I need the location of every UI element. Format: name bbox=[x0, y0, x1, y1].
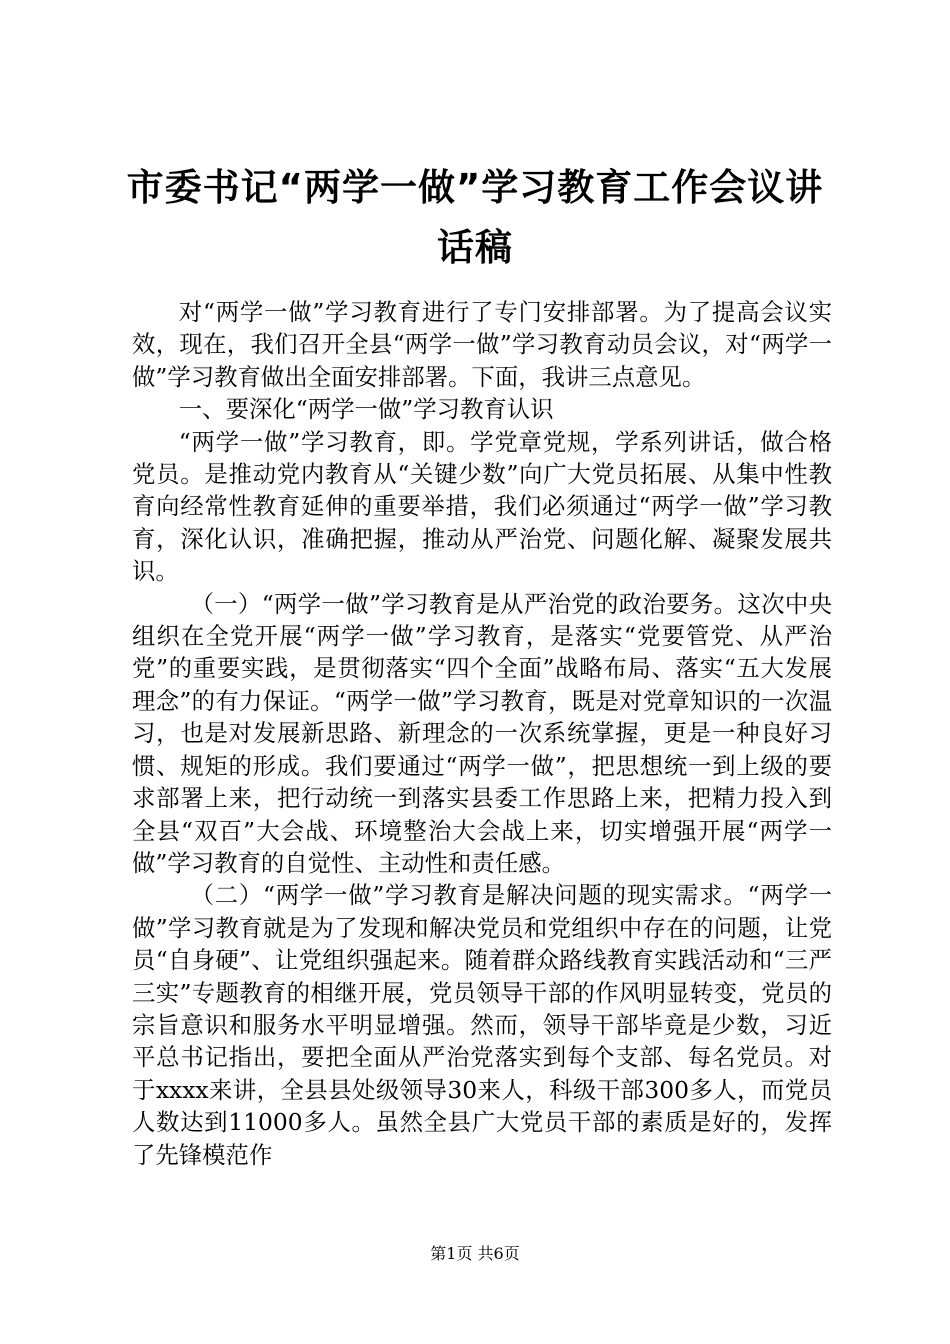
paragraph-definition: “两学一做”学习教育，即。学党章党规，学系列讲话，做合格党员。是推动党内教育从“关键少数”向广大党员拓展、从集中性教育向经常性教育延伸的重要举措，我们必须通过“两学一做”学习教育，深化认识，准确把握，推动从严治党、问题化解、凝聚发展共识。 bbox=[132, 427, 832, 586]
document-body bbox=[132, 296, 832, 1171]
page-footer: 第1页 共6页 bbox=[430, 1244, 520, 1263]
document-title: 市委书记“两学一做”学习教育工作会议讲话稿 bbox=[126, 166, 824, 269]
paragraph-intro: 对“两学一做”学习教育进行了专门安排部署。为了提高会议实效，现在，我们召开全县“两学一做”学习教育动员会议，对“两学一做”学习教育做出全面安排部署。下面，我讲三点意见。 bbox=[132, 298, 832, 391]
section-heading-1: 一、要深化“两学一做”学习教育认识 bbox=[178, 395, 554, 424]
paragraph-point-1: （一）“两学一做”学习教育是从严治党的政治要务。这次中央组织在全党开展“两学一做”学习教育，是落实“党要管党、从严治党”的重要实践，是贯彻落实“四个全面”战略布局、落实“五大发展理念”的有力保证。“两学一做”学习教育，既是对党章知识的一次温习，也是对发展新思路、新理念的一次系统掌握，更是一种良好习惯、规矩的形成。我们要通过“两学一做”，把思想统一到上级的要求部署上来，把行动统一到落实县委工作思路上来，把精力投入到全县“双百”大会战、环境整治大会战上来，切实增强开展“两学一做”学习教育的自觉性、主动性和责任感。 bbox=[132, 589, 832, 877]
paragraph-point-2: （二）“两学一做”学习教育是解决问题的现实需求。“两学一做”学习教育就是为了发现和解决党员和党组织中存在的问题，让党员“自身硬”、让党组织强起来。随着群众路线教育实践活动和“三严三实”专题教育的相继开展，党员领导干部的作风明显转变，党员的宗旨意识和服务水平明显增强。然而，领导干部毕竟是少数，习近平总书记指出，要把全面从严治党落实到每个支部、每名党员。对于xxxx来讲，全县县处级领导30来人，科级干部300多人，而党员人数达到11000多人。虽然全县广大党员干部的素质是好的，发挥了先锋模范作 bbox=[132, 881, 832, 1169]
